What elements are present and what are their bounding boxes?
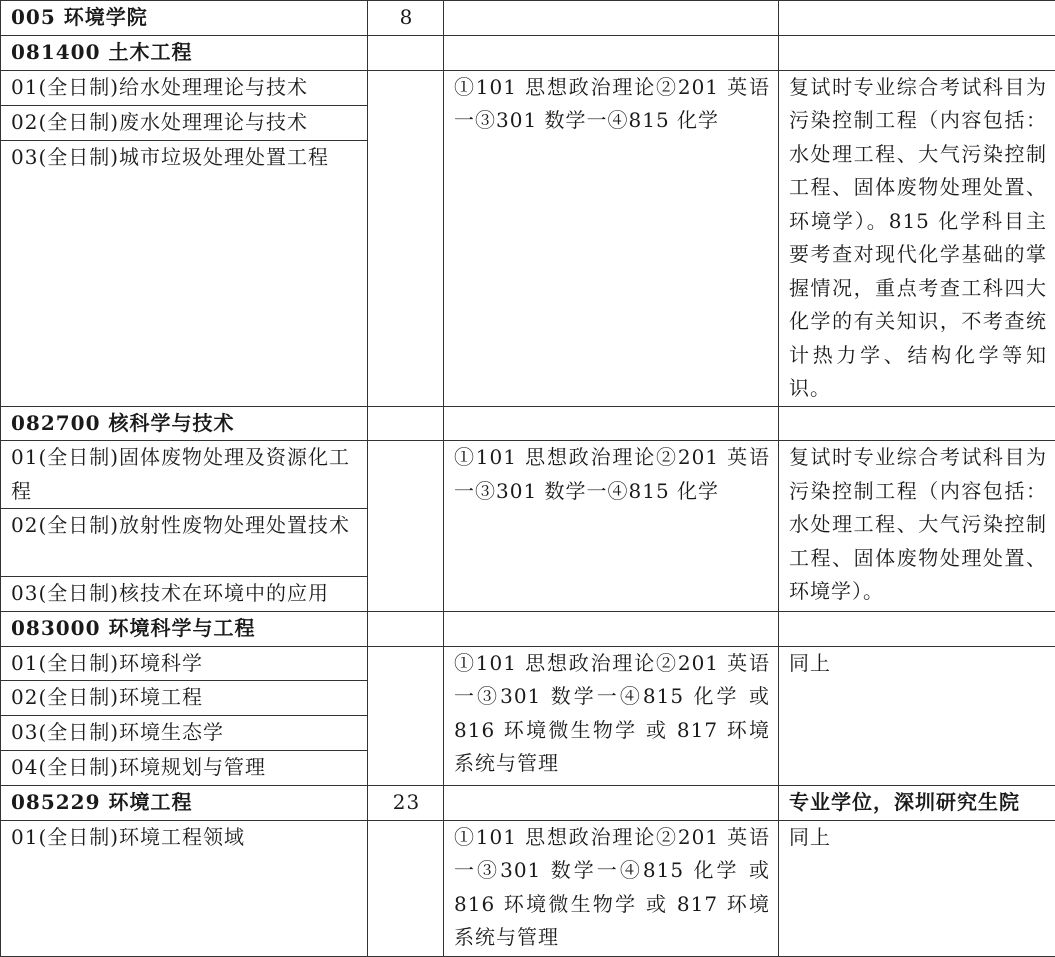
direction-item: 04(全日制)环境规划与管理 [1,750,368,785]
school-row [1,1,1055,36]
exam-subjects: ①101 思想政治理论②201 英语一③301 数学一④815 化学 或 816 环境微生物学 或 817 环境系统与管理 [444,820,779,956]
school-count: 8 [368,1,444,36]
remark-text: 复试时专业综合考试科目为污染控制工程（内容包括：水处理工程、大气污染控制工程、固体废物处理处置、环境学）。 [779,441,1055,612]
major-header-row [1,785,1055,820]
major-header: 085229 环境工程 [1,785,368,820]
direction-count-cell [368,646,444,785]
direction-item: 03(全日制)环境生态学 [1,715,368,750]
major-header-subjects-cell [444,406,779,441]
direction-count-cell [368,441,444,612]
major-header-subjects-cell [444,785,779,820]
major-header-row [1,406,1055,441]
direction-item: 02(全日制)环境工程 [1,681,368,716]
direction-item: 02(全日制)废水处理理论与技术 [1,105,368,140]
major-header-subjects-cell [444,612,779,647]
exam-subjects: ①101 思想政治理论②201 英语一③301 数学一④815 化学 [444,441,779,612]
direction-item: 01(全日制)固体废物处理及资源化工程 [1,441,368,509]
direction-row [1,646,1055,681]
major-header-row [1,36,1055,71]
remark-text: 同上 [779,646,1055,785]
school-code-name: 005 环境学院 [1,1,368,36]
direction-count-cell [368,70,444,406]
major-count [368,406,444,441]
remark-text: 复试时专业综合考试科目为污染控制工程（内容包括：水处理工程、大气污染控制工程、固体废物处理处置、环境学）。815 化学科目主要考查对现代化学基础的掌握情况，重点考查工科四大化学的有关知识，不考查统计热力学、结构化学等知识。 [779,70,1055,406]
school-remark-cell [779,1,1055,36]
direction-item: 02(全日制)放射性废物处理处置技术 [1,509,368,577]
major-header-row [1,612,1055,647]
remark-text: 同上 [779,820,1055,956]
direction-item: 01(全日制)环境工程领域 [1,820,368,956]
major-header-remark [779,612,1055,647]
major-header: 082700 核科学与技术 [1,406,368,441]
exam-subjects: ①101 思想政治理论②201 英语一③301 数学一④815 化学 [444,70,779,406]
direction-item: 01(全日制)给水处理理论与技术 [1,70,368,105]
direction-row [1,70,1055,105]
major-header-subjects-cell [444,36,779,71]
direction-item: 03(全日制)城市垃圾处理处置工程 [1,140,368,406]
direction-item: 03(全日制)核技术在环境中的应用 [1,577,368,612]
direction-item: 01(全日制)环境科学 [1,646,368,681]
major-count [368,36,444,71]
major-header-remark: 专业学位，深圳研究生院 [779,785,1055,820]
direction-row [1,441,1055,509]
major-header: 081400 土木工程 [1,36,368,71]
exam-subjects: ①101 思想政治理论②201 英语一③301 数学一④815 化学 或 816 环境微生物学 或 817 环境系统与管理 [444,646,779,785]
direction-count-cell [368,820,444,956]
major-header-remark [779,406,1055,441]
major-count: 23 [368,785,444,820]
major-header: 083000 环境科学与工程 [1,612,368,647]
school-subjects-cell [444,1,779,36]
major-header-remark [779,36,1055,71]
major-count [368,612,444,647]
direction-row [1,820,1055,956]
